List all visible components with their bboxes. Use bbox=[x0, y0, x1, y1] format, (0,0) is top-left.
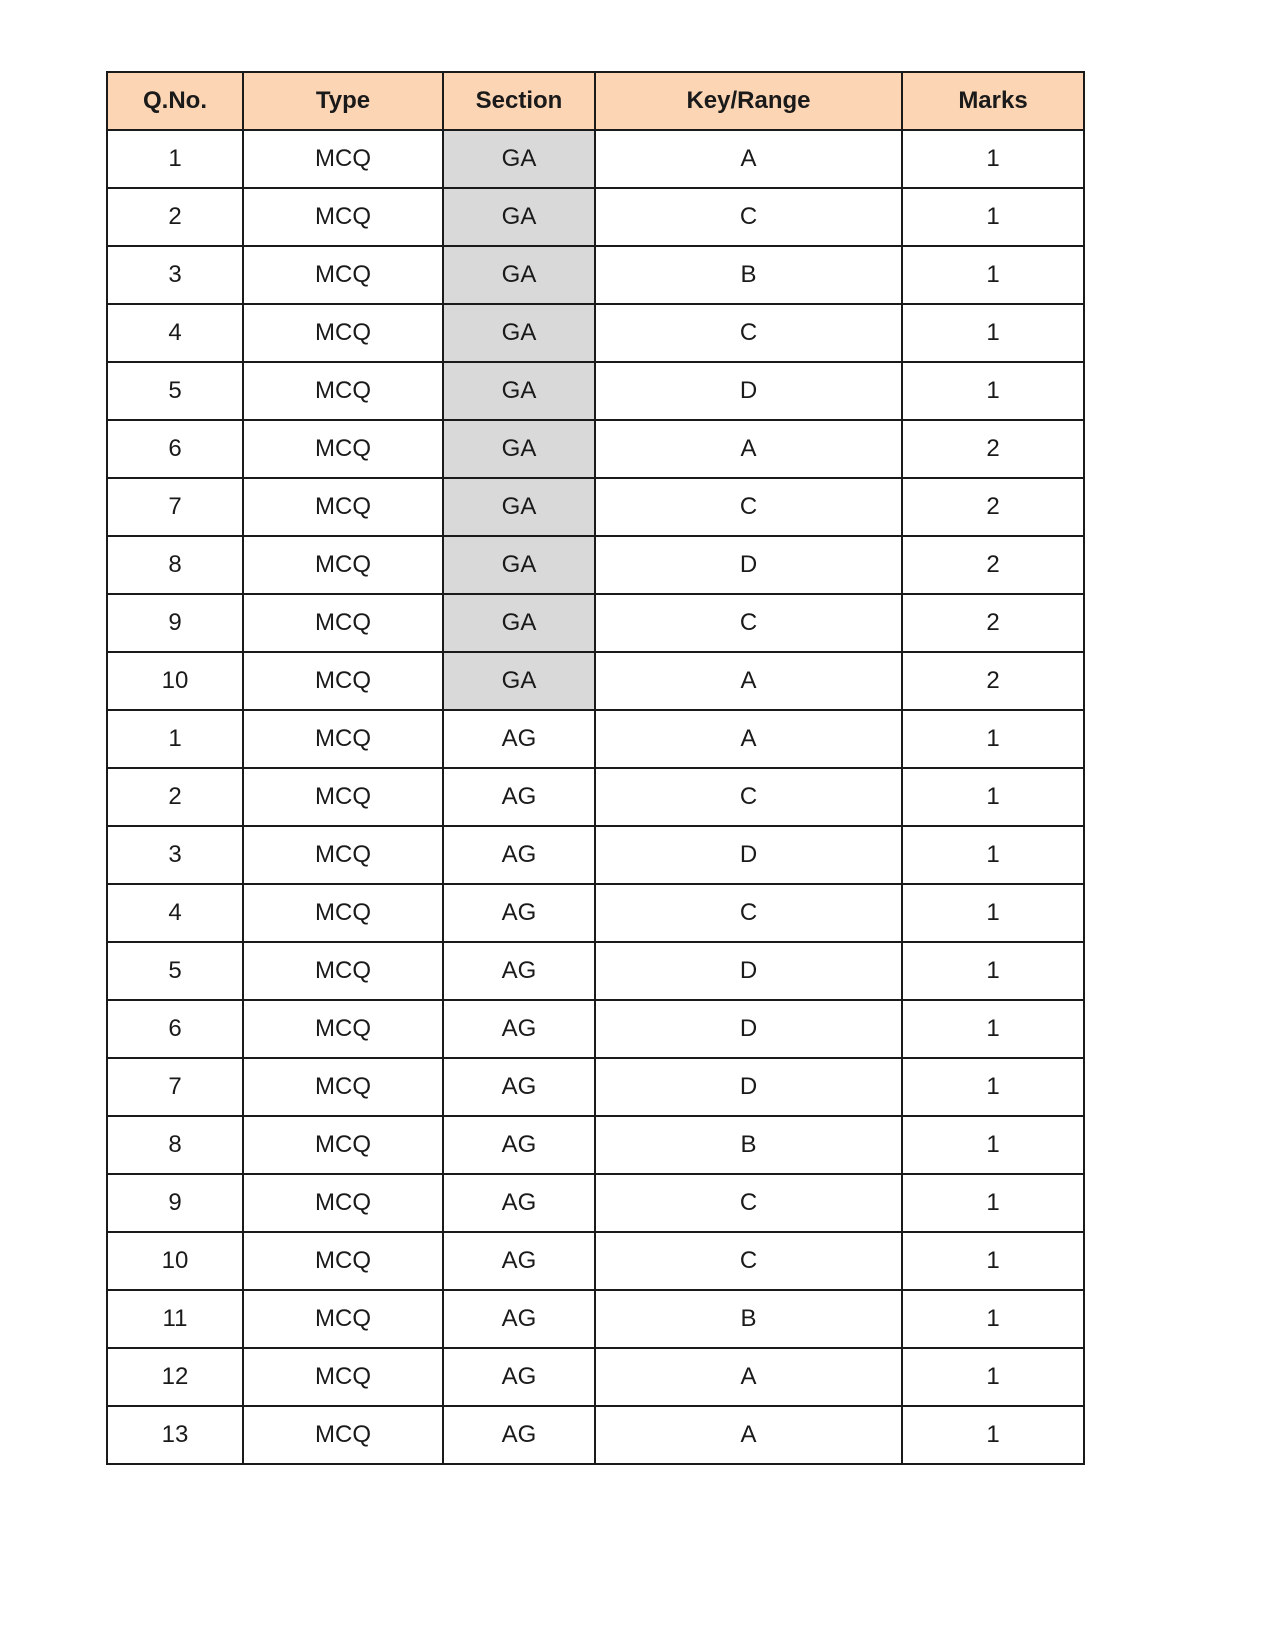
cell-marks: 1 bbox=[902, 1348, 1084, 1406]
table-row bbox=[107, 362, 1084, 420]
table-row bbox=[107, 1290, 1084, 1348]
cell-qno: 2 bbox=[107, 768, 243, 826]
cell-section: AG bbox=[443, 884, 595, 942]
header-key-range: Key/Range bbox=[595, 72, 902, 130]
cell-marks: 1 bbox=[902, 826, 1084, 884]
table-row bbox=[107, 1174, 1084, 1232]
cell-section: GA bbox=[443, 594, 595, 652]
cell-qno: 12 bbox=[107, 1348, 243, 1406]
cell-qno: 7 bbox=[107, 1058, 243, 1116]
table-row bbox=[107, 188, 1084, 246]
cell-qno: 7 bbox=[107, 478, 243, 536]
cell-type: MCQ bbox=[243, 942, 443, 1000]
cell-section: AG bbox=[443, 1000, 595, 1058]
table-row bbox=[107, 536, 1084, 594]
cell-type: MCQ bbox=[243, 304, 443, 362]
cell-marks: 2 bbox=[902, 594, 1084, 652]
cell-key: A bbox=[595, 710, 902, 768]
cell-type: MCQ bbox=[243, 884, 443, 942]
cell-section: GA bbox=[443, 536, 595, 594]
cell-type: MCQ bbox=[243, 826, 443, 884]
cell-key: C bbox=[595, 884, 902, 942]
cell-key: C bbox=[595, 304, 902, 362]
cell-marks: 1 bbox=[902, 1290, 1084, 1348]
cell-qno: 2 bbox=[107, 188, 243, 246]
cell-marks: 1 bbox=[902, 710, 1084, 768]
table-row bbox=[107, 130, 1084, 188]
header-marks: Marks bbox=[902, 72, 1084, 130]
cell-key: D bbox=[595, 826, 902, 884]
header-row bbox=[107, 72, 1084, 130]
cell-marks: 1 bbox=[902, 130, 1084, 188]
cell-marks: 1 bbox=[902, 1058, 1084, 1116]
cell-key: B bbox=[595, 246, 902, 304]
cell-key: B bbox=[595, 1116, 902, 1174]
cell-section: AG bbox=[443, 1232, 595, 1290]
table-row bbox=[107, 594, 1084, 652]
cell-type: MCQ bbox=[243, 652, 443, 710]
cell-key: D bbox=[595, 1058, 902, 1116]
header-type: Type bbox=[243, 72, 443, 130]
cell-type: MCQ bbox=[243, 1058, 443, 1116]
cell-type: MCQ bbox=[243, 768, 443, 826]
cell-type: MCQ bbox=[243, 478, 443, 536]
cell-section: GA bbox=[443, 652, 595, 710]
table-row bbox=[107, 1000, 1084, 1058]
cell-qno: 6 bbox=[107, 420, 243, 478]
cell-key: A bbox=[595, 1406, 902, 1464]
table-row bbox=[107, 710, 1084, 768]
cell-marks: 2 bbox=[902, 536, 1084, 594]
header-qno: Q.No. bbox=[107, 72, 243, 130]
cell-key: C bbox=[595, 1174, 902, 1232]
cell-marks: 1 bbox=[902, 1232, 1084, 1290]
table-row bbox=[107, 1116, 1084, 1174]
table-row bbox=[107, 246, 1084, 304]
cell-section: GA bbox=[443, 188, 595, 246]
cell-key: D bbox=[595, 362, 902, 420]
cell-key: C bbox=[595, 188, 902, 246]
cell-marks: 1 bbox=[902, 942, 1084, 1000]
header-section: Section bbox=[443, 72, 595, 130]
cell-qno: 11 bbox=[107, 1290, 243, 1348]
table-row bbox=[107, 1406, 1084, 1464]
cell-type: MCQ bbox=[243, 188, 443, 246]
cell-key: A bbox=[595, 652, 902, 710]
cell-marks: 2 bbox=[902, 478, 1084, 536]
cell-key: A bbox=[595, 420, 902, 478]
cell-type: MCQ bbox=[243, 1174, 443, 1232]
cell-section: AG bbox=[443, 1174, 595, 1232]
cell-marks: 1 bbox=[902, 1406, 1084, 1464]
cell-qno: 3 bbox=[107, 826, 243, 884]
cell-section: AG bbox=[443, 1116, 595, 1174]
table-row bbox=[107, 1232, 1084, 1290]
cell-qno: 8 bbox=[107, 1116, 243, 1174]
cell-marks: 1 bbox=[902, 1000, 1084, 1058]
cell-marks: 1 bbox=[902, 188, 1084, 246]
cell-section: AG bbox=[443, 710, 595, 768]
cell-type: MCQ bbox=[243, 130, 443, 188]
cell-section: AG bbox=[443, 826, 595, 884]
answer-key-table bbox=[106, 71, 1085, 1465]
answer-key-sheet bbox=[106, 71, 1085, 1465]
cell-marks: 1 bbox=[902, 1174, 1084, 1232]
table-row bbox=[107, 304, 1084, 362]
cell-marks: 1 bbox=[902, 246, 1084, 304]
cell-section: GA bbox=[443, 362, 595, 420]
cell-key: D bbox=[595, 1000, 902, 1058]
cell-marks: 2 bbox=[902, 652, 1084, 710]
cell-section: GA bbox=[443, 478, 595, 536]
cell-section: GA bbox=[443, 420, 595, 478]
cell-type: MCQ bbox=[243, 246, 443, 304]
cell-section: GA bbox=[443, 130, 595, 188]
cell-key: B bbox=[595, 1290, 902, 1348]
cell-type: MCQ bbox=[243, 1290, 443, 1348]
cell-qno: 1 bbox=[107, 130, 243, 188]
cell-key: C bbox=[595, 1232, 902, 1290]
cell-type: MCQ bbox=[243, 710, 443, 768]
cell-marks: 1 bbox=[902, 1116, 1084, 1174]
cell-key: D bbox=[595, 536, 902, 594]
cell-qno: 13 bbox=[107, 1406, 243, 1464]
cell-qno: 8 bbox=[107, 536, 243, 594]
answer-rows bbox=[107, 130, 1084, 1464]
cell-marks: 2 bbox=[902, 420, 1084, 478]
cell-type: MCQ bbox=[243, 1406, 443, 1464]
cell-marks: 1 bbox=[902, 304, 1084, 362]
cell-qno: 5 bbox=[107, 362, 243, 420]
cell-type: MCQ bbox=[243, 362, 443, 420]
cell-qno: 10 bbox=[107, 1232, 243, 1290]
cell-key: A bbox=[595, 130, 902, 188]
cell-section: AG bbox=[443, 1290, 595, 1348]
cell-qno: 4 bbox=[107, 304, 243, 362]
cell-qno: 3 bbox=[107, 246, 243, 304]
cell-qno: 10 bbox=[107, 652, 243, 710]
cell-marks: 1 bbox=[902, 768, 1084, 826]
cell-key: D bbox=[595, 942, 902, 1000]
cell-type: MCQ bbox=[243, 1000, 443, 1058]
cell-qno: 9 bbox=[107, 594, 243, 652]
cell-type: MCQ bbox=[243, 536, 443, 594]
table-row bbox=[107, 768, 1084, 826]
table-row bbox=[107, 478, 1084, 536]
cell-key: C bbox=[595, 768, 902, 826]
cell-type: MCQ bbox=[243, 594, 443, 652]
cell-section: GA bbox=[443, 304, 595, 362]
cell-qno: 1 bbox=[107, 710, 243, 768]
cell-marks: 1 bbox=[902, 884, 1084, 942]
cell-qno: 4 bbox=[107, 884, 243, 942]
table-row bbox=[107, 420, 1084, 478]
cell-section: GA bbox=[443, 246, 595, 304]
cell-type: MCQ bbox=[243, 1232, 443, 1290]
cell-qno: 5 bbox=[107, 942, 243, 1000]
cell-key: C bbox=[595, 478, 902, 536]
cell-key: A bbox=[595, 1348, 902, 1406]
table-row bbox=[107, 826, 1084, 884]
cell-type: MCQ bbox=[243, 1348, 443, 1406]
cell-section: AG bbox=[443, 1348, 595, 1406]
cell-qno: 9 bbox=[107, 1174, 243, 1232]
table-row bbox=[107, 1058, 1084, 1116]
table-row bbox=[107, 884, 1084, 942]
cell-qno: 6 bbox=[107, 1000, 243, 1058]
table-row bbox=[107, 652, 1084, 710]
cell-key: C bbox=[595, 594, 902, 652]
cell-section: AG bbox=[443, 1406, 595, 1464]
cell-type: MCQ bbox=[243, 1116, 443, 1174]
table-row bbox=[107, 1348, 1084, 1406]
cell-section: AG bbox=[443, 942, 595, 1000]
cell-section: AG bbox=[443, 768, 595, 826]
cell-marks: 1 bbox=[902, 362, 1084, 420]
cell-section: AG bbox=[443, 1058, 595, 1116]
table-row bbox=[107, 942, 1084, 1000]
cell-type: MCQ bbox=[243, 420, 443, 478]
